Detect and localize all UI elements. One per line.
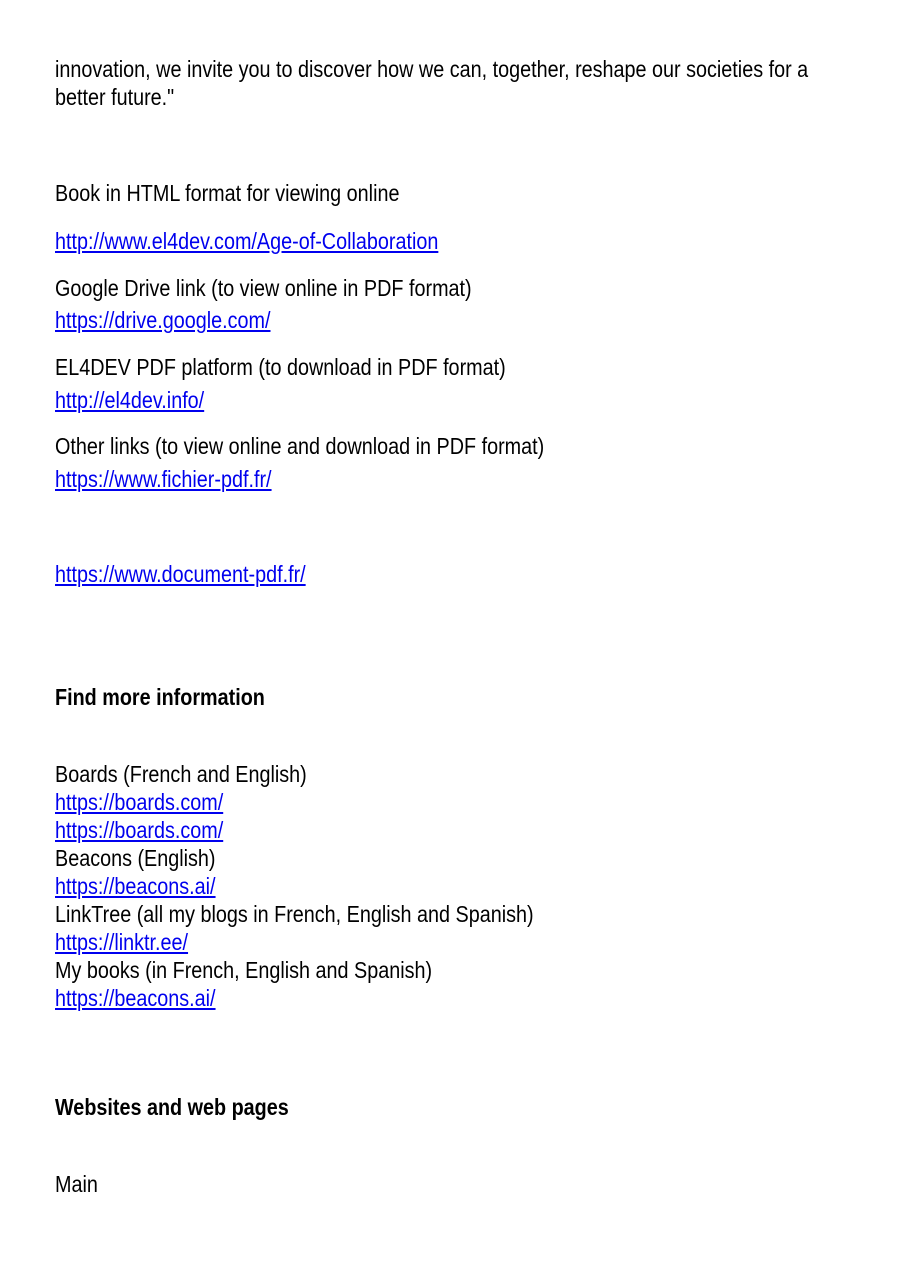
info-link[interactable]: https://boards.com/ <box>55 817 224 843</box>
websites-heading: Websites and web pages <box>55 1094 289 1120</box>
fichier-pdf-link[interactable]: https://www.fichier-pdf.fr/ <box>55 466 272 492</box>
info-label: Boards (French and English) <box>55 761 307 787</box>
format-label: Other links (to view online and download in PDF format) <box>55 433 545 459</box>
intro-text-line: better future." <box>55 84 175 110</box>
html-book-link[interactable]: http://www.el4dev.com/Age-of-Collaboration <box>55 228 439 254</box>
google-drive-link[interactable]: https://drive.google.com/ <box>55 307 271 333</box>
format-label: EL4DEV PDF platform (to download in PDF format) <box>55 354 506 380</box>
el4dev-link[interactable]: http://el4dev.info/ <box>55 387 205 413</box>
info-label: My books (in French, English and Spanish) <box>55 957 433 983</box>
document-pdf-link[interactable]: https://www.document-pdf.fr/ <box>55 561 306 587</box>
info-label: Beacons (English) <box>55 845 216 871</box>
info-link[interactable]: https://boards.com/ <box>55 789 224 815</box>
info-link[interactable]: https://beacons.ai/ <box>55 985 216 1011</box>
format-label: Google Drive link (to view online in PDF format) <box>55 275 472 301</box>
info-link[interactable]: https://linktr.ee/ <box>55 929 189 955</box>
intro-text-line: innovation, we invite you to discover how we can, together, reshape our societies for a <box>55 56 809 82</box>
document-page <box>55 0 898 1280</box>
find-more-heading: Find more information <box>55 684 265 710</box>
info-label: LinkTree (all my blogs in French, English and Spanish) <box>55 901 534 927</box>
format-label: Book in HTML format for viewing online <box>55 180 400 206</box>
info-link[interactable]: https://beacons.ai/ <box>55 873 216 899</box>
websites-subheading: Main <box>55 1171 98 1197</box>
